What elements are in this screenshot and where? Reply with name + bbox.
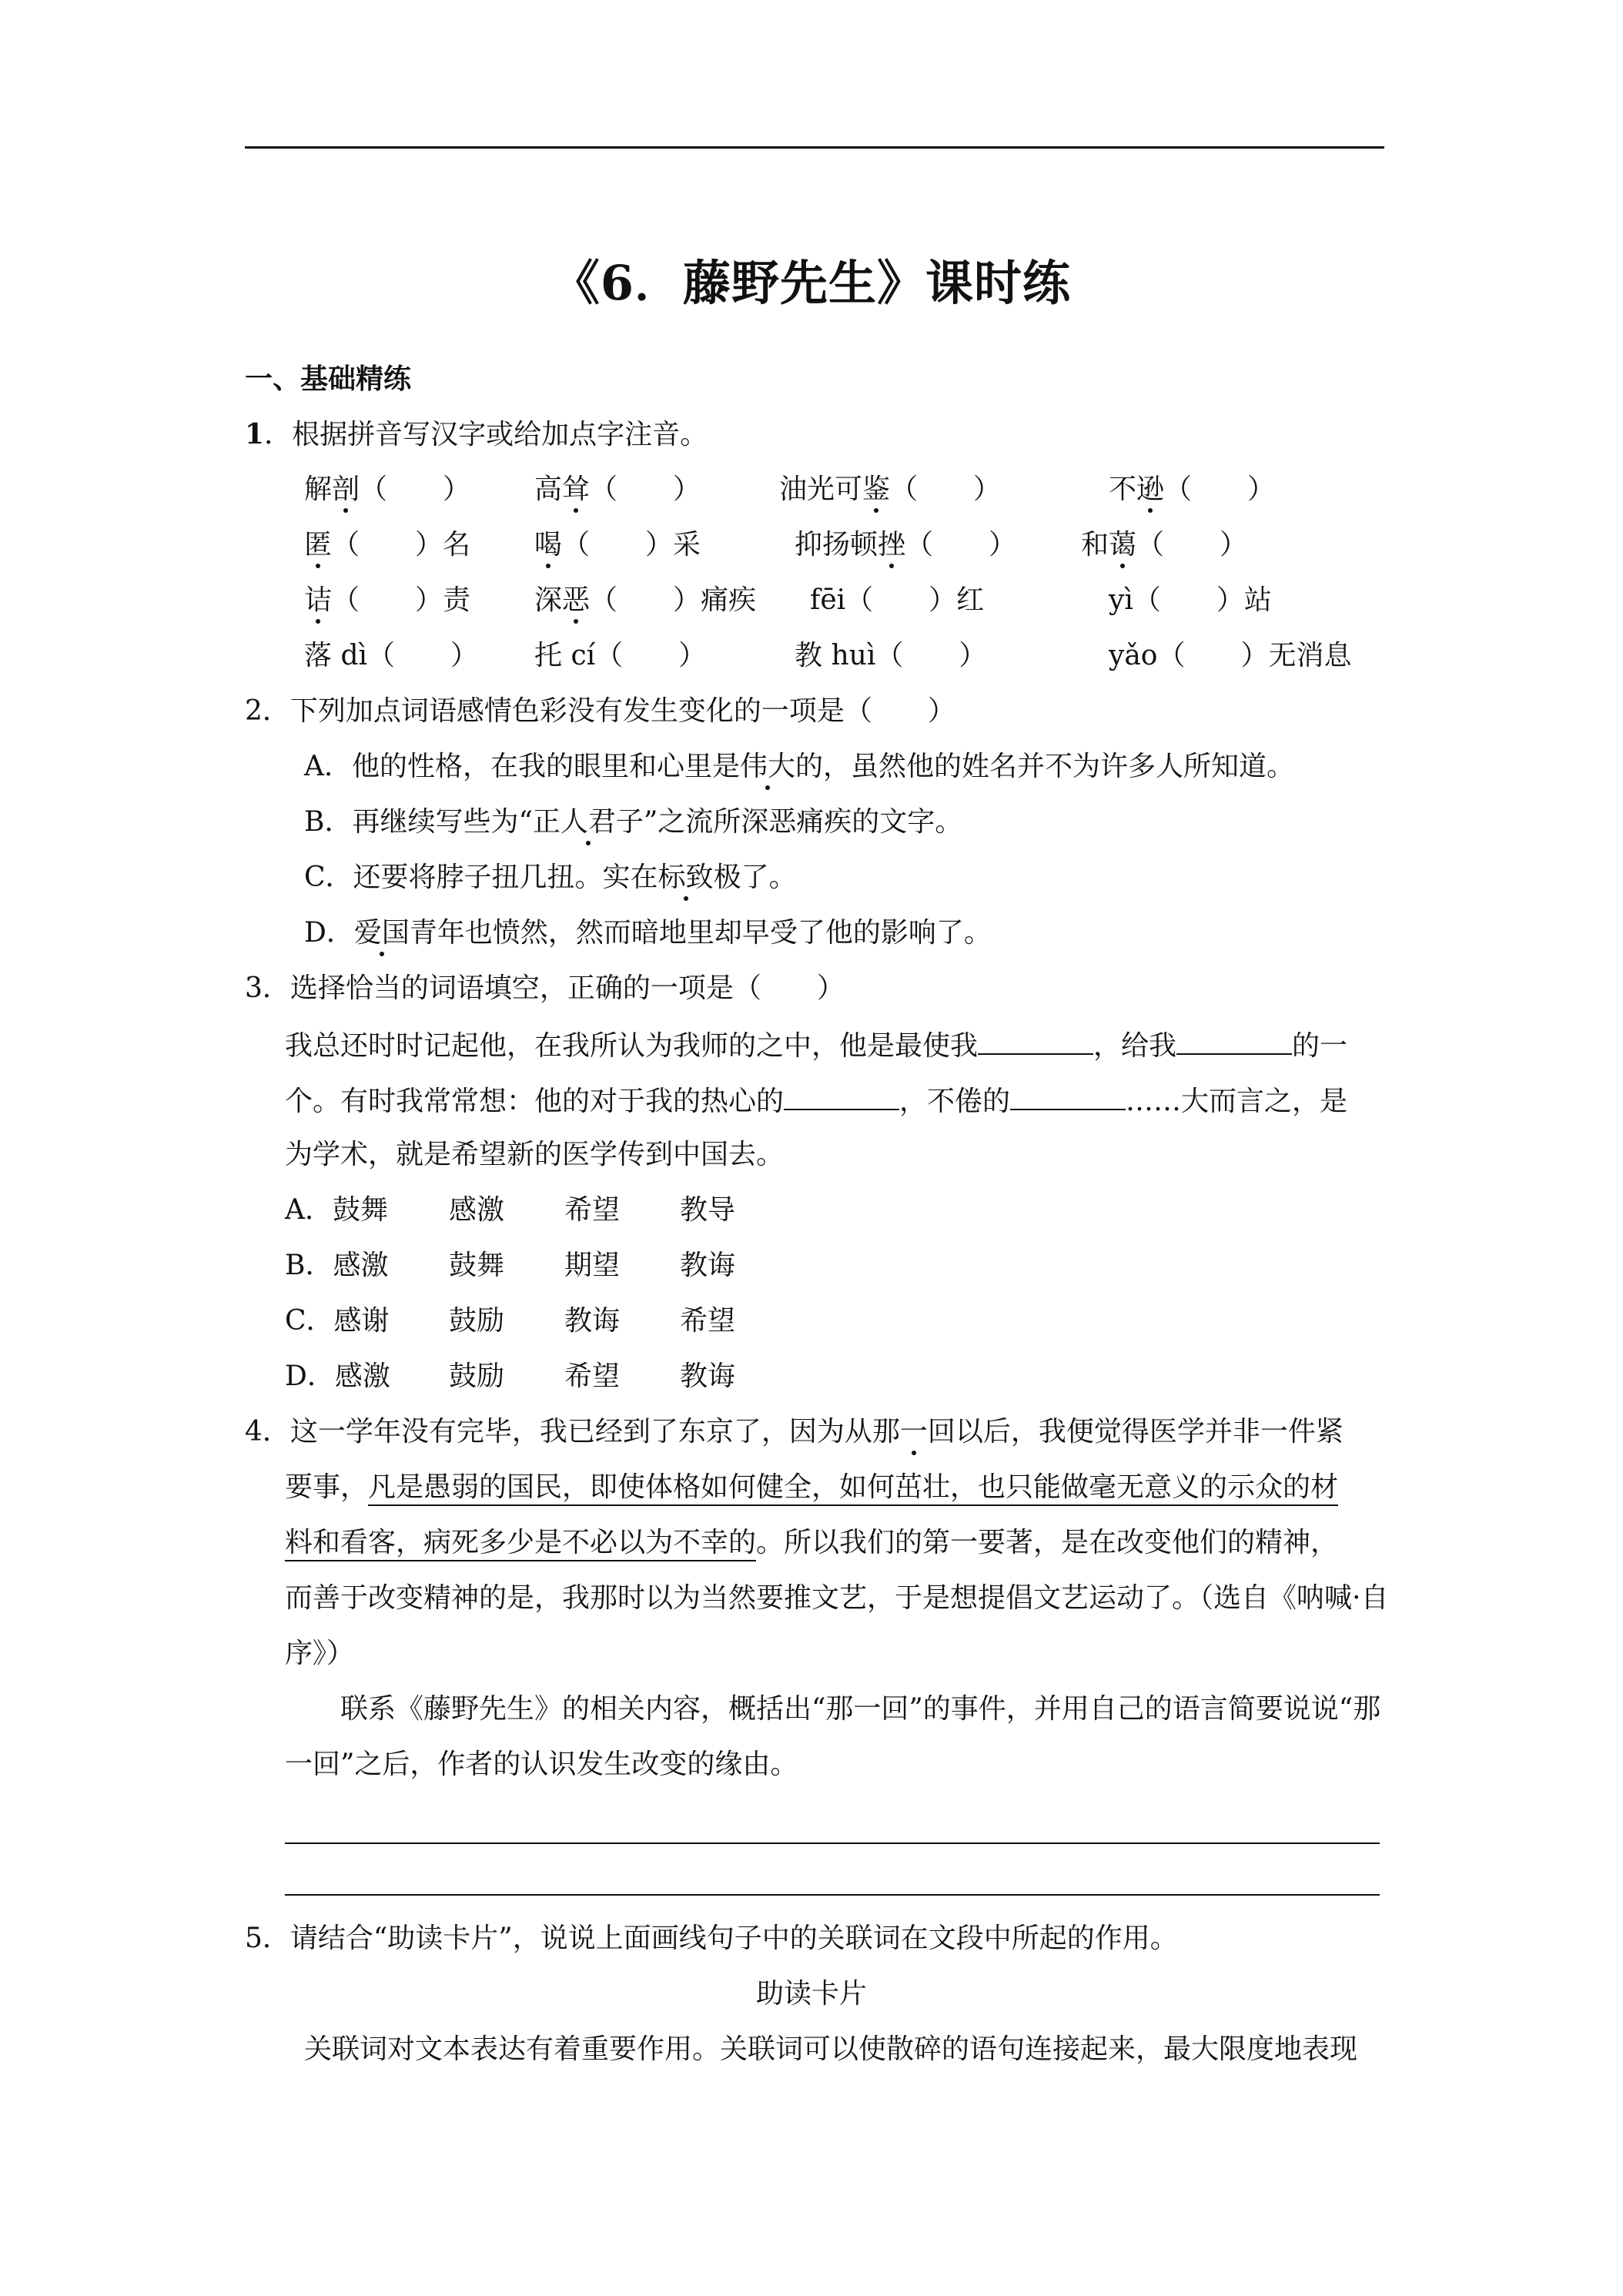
fill-blank [978, 1027, 1093, 1055]
q4-line: 4．这一学年没有完毕，我已经到了东京了，因为从那一回以后，我便觉得医学并非一件紧 [245, 1416, 1344, 1448]
q3-option-a: 感激 [449, 1194, 505, 1226]
page-title: 《6．藤野先生》课时练 [551, 255, 1072, 311]
reading-card-title: 助读卡片 [755, 1978, 867, 2010]
q2-option-c: C．还要将脖子扭几扭。实在标致极了。 [304, 862, 797, 893]
q4-prompt: 联系《藤野先生》的相关内容，概括出“那一回”的事件，并用自己的语言简要说说“那 [340, 1693, 1381, 1725]
q3-passage-line: 个。有时我常常想：他的对于我的热心的 ，不倦的 ……大而言之，是 [285, 1083, 1347, 1119]
q1-number: 1 [245, 418, 265, 450]
q3-option-a: 希望 [564, 1194, 621, 1226]
q3-option-b: B．感激 [285, 1250, 389, 1281]
q1-item: 落 dì（ ） [304, 640, 479, 671]
q1-item: 喝（ ）采 [534, 529, 701, 561]
reading-card-text: 关联词对文本表达有着重要作用。关联词可以使散碎的语句连接起来，最大限度地表现 [304, 2033, 1358, 2065]
q1-item: 和蔼（ ） [1081, 529, 1248, 561]
q3-option-c: C．感谢 [285, 1305, 390, 1337]
fill-blank [1176, 1027, 1292, 1055]
q1-item: 托 cí（ ） [534, 640, 707, 671]
q1-item: 教 huì（ ） [795, 640, 987, 671]
q2-option-b: B．再继续写些为“正人君子”之流所深恶痛疾的文字。 [304, 806, 963, 838]
q3-stem: 3．选择恰当的词语填空，正确的一项是（ ） [245, 972, 845, 1004]
q1-item: 匿（ ）名 [304, 529, 471, 561]
q3-option-d: 鼓励 [449, 1361, 505, 1392]
fill-blank [1010, 1083, 1126, 1110]
q3-passage-line: 为学术，就是希望新的医学传到中国去。 [285, 1139, 785, 1170]
section-heading: 一、基础精练 [245, 363, 412, 395]
q1-stem [245, 417, 708, 452]
answer-line[interactable] [285, 1842, 1380, 1844]
q5-stem: 5．请结合“助读卡片”，说说上面画线句子中的关联词在文段中所起的作用。 [245, 1923, 1178, 1954]
q4-prompt: 一回”之后，作者的认识发生改变的缘由。 [285, 1749, 798, 1780]
q3-option-c: 鼓励 [449, 1305, 505, 1337]
q3-option-b: 教诲 [680, 1250, 736, 1281]
underlined-sentence: 凡是愚弱的国民，即使体格如何健全，如何茁壮，也只能做毫无意义的示众的材 [368, 1471, 1338, 1506]
answer-line[interactable] [285, 1894, 1380, 1896]
q4-line: 序》） [285, 1638, 355, 1669]
header-rule [245, 146, 1384, 149]
q3-option-b: 期望 [564, 1250, 621, 1281]
q4-line: 料和看客，病死多少是不必以为不幸的。所以我们的第一要著，是在改变他们的精神， [285, 1526, 1338, 1560]
q3-option-d: 教诲 [680, 1361, 736, 1392]
q1-text: ．根据拼音写汉字或给加点字注音。 [264, 419, 708, 450]
q1-item: yǎo（ ）无消息 [1109, 640, 1352, 671]
q3-option-a: A．鼓舞 [285, 1194, 388, 1226]
q2-stem: 2．下列加点词语感情色彩没有发生变化的一项是（ ） [245, 695, 955, 727]
q1-item: 诘（ ）责 [304, 584, 471, 616]
q4-line: 要事，凡是愚弱的国民，即使体格如何健全，如何茁壮，也只能做毫无意义的示众的材 [285, 1471, 1338, 1504]
q1-item: yì（ ）站 [1109, 584, 1272, 616]
underlined-sentence: 料和看客，病死多少是不必以为不幸的 [285, 1527, 756, 1561]
q3-option-a: 教导 [680, 1194, 736, 1226]
q3-option-b: 鼓舞 [449, 1250, 505, 1281]
q2-option-a: A．他的性格，在我的眼里和心里是伟大的，虽然他的姓名并不为许多人所知道。 [304, 751, 1295, 782]
q3-option-c: 教诲 [564, 1305, 621, 1337]
q1-item: 抑扬顿挫（ ） [795, 529, 1017, 561]
q4-line: 而善于改变精神的是，我那时以为当然要推文艺，于是想提倡文艺运动了。（选自《呐喊·自 [285, 1582, 1389, 1614]
q1-item: 油光可鉴（ ） [779, 474, 1002, 505]
q3-passage-line: 我总还时时记起他，在我所认为我师的之中，他是最使我 ，给我 的一 [285, 1027, 1347, 1063]
q2-option-d: D．爱国青年也愤然，然而暗地里却早受了他的影响了。 [304, 917, 992, 949]
fill-blank [784, 1083, 899, 1110]
q1-item: 深恶（ ）痛疾 [534, 584, 757, 616]
q1-item: 解剖（ ） [304, 474, 471, 505]
q3-option-d: 希望 [564, 1361, 621, 1392]
q1-item: 不逊（ ） [1109, 474, 1276, 505]
q3-option-c: 希望 [680, 1305, 736, 1337]
q1-item: fēi（ ）红 [810, 584, 985, 616]
q3-option-d: D．感激 [285, 1361, 390, 1392]
q1-item: 高耸（ ） [534, 474, 701, 505]
